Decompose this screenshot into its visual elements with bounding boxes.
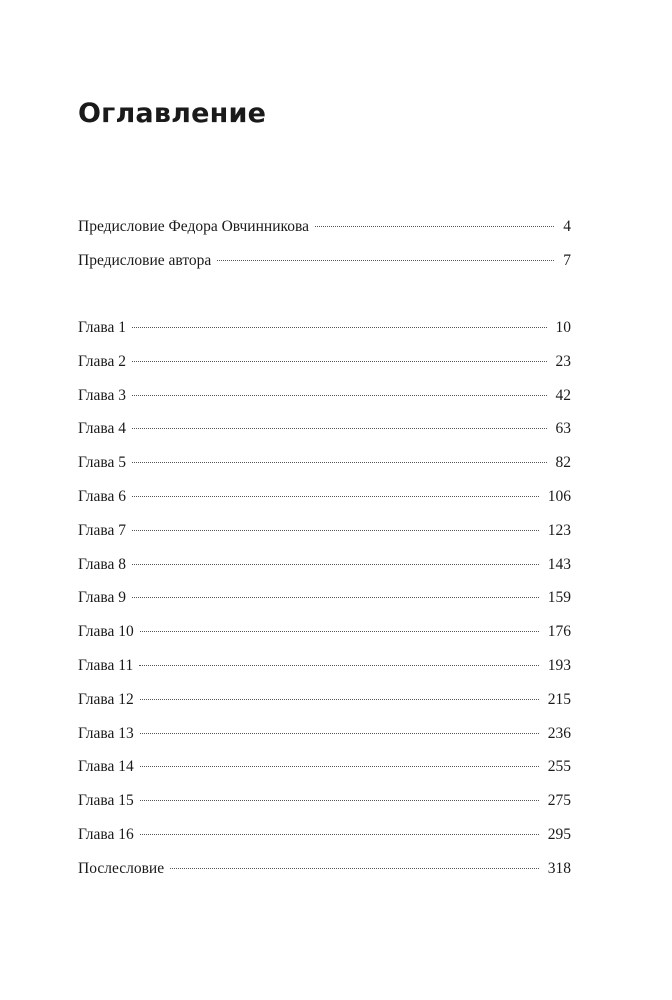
dot-leader [140, 834, 539, 835]
toc-entry[interactable] [78, 383, 571, 417]
toc-entry-label: Глава 5 [78, 454, 127, 472]
toc-entry[interactable] [78, 585, 571, 619]
toc-entry[interactable] [78, 721, 571, 755]
toc-entry-page: 143 [547, 555, 571, 573]
toc-entry-page: 4 [563, 218, 571, 235]
dot-leader [170, 868, 539, 869]
toc-entry-label: Глава 2 [78, 352, 127, 370]
toc-entry-label: Глава 13 [78, 724, 134, 742]
dot-leader [132, 327, 546, 328]
toc-entry-label: Глава 6 [78, 487, 127, 505]
toc-entry-label: Глава 9 [78, 589, 127, 607]
toc-entry-page: 123 [547, 521, 571, 539]
dot-leader [132, 597, 539, 598]
dot-leader [140, 733, 539, 734]
toc-entry-page: 7 [563, 251, 571, 269]
toc-entry-label: Глава 1 [78, 319, 127, 336]
toc-entry-page: 42 [555, 386, 571, 404]
toc-entry-page: 193 [547, 656, 571, 674]
toc-entry[interactable] [78, 754, 571, 788]
toc-entry-label: Предисловие Федора Овчинникова [78, 218, 309, 235]
toc-chapters [78, 315, 571, 890]
toc-entry[interactable] [78, 822, 571, 856]
page-title: Оглавление [78, 98, 267, 129]
dot-leader [132, 428, 546, 429]
toc-entry[interactable] [78, 619, 571, 653]
toc-entry-label: Глава 3 [78, 386, 127, 404]
dot-leader [132, 462, 546, 463]
toc-entry-page: 295 [547, 825, 571, 843]
dot-leader [217, 260, 554, 261]
toc-front-matter [78, 214, 571, 282]
dot-leader [139, 665, 539, 666]
toc-entry[interactable] [78, 552, 571, 586]
toc-entry-label: Глава 14 [78, 758, 134, 776]
toc-entry[interactable] [78, 687, 571, 721]
toc-entry-label: Глава 4 [78, 420, 127, 438]
toc-entry[interactable] [78, 518, 571, 552]
toc-entry-page: 10 [555, 319, 571, 336]
toc-entry-label: Глава 11 [78, 656, 134, 674]
toc-entry[interactable] [78, 788, 571, 822]
toc-entry[interactable] [78, 315, 571, 349]
toc-entry-label: Глава 7 [78, 521, 127, 539]
toc-entry-page: 82 [555, 454, 571, 472]
dot-leader [140, 631, 539, 632]
dot-leader [132, 530, 539, 531]
toc-entry-page: 255 [547, 758, 571, 776]
toc-entry-label: Глава 15 [78, 792, 134, 810]
toc-entry-page: 106 [547, 487, 571, 505]
toc-entry-page: 215 [547, 690, 571, 708]
toc-entry-page: 63 [555, 420, 571, 438]
dot-leader [132, 361, 546, 362]
toc-entry-page: 159 [547, 589, 571, 607]
toc-entry-page: 176 [547, 623, 571, 641]
dot-leader [140, 699, 539, 700]
toc-entry[interactable] [78, 450, 571, 484]
dot-leader [315, 226, 554, 227]
dot-leader [132, 395, 546, 396]
toc-entry-label: Предисловие автора [78, 251, 212, 269]
toc-entry-page: 23 [555, 352, 571, 370]
dot-leader [132, 496, 539, 497]
toc-entry-label: Глава 16 [78, 825, 134, 843]
toc-entry[interactable] [78, 349, 571, 383]
toc-entry[interactable] [78, 214, 571, 248]
toc-entry[interactable] [78, 416, 571, 450]
toc-entry-label: Послесловие [78, 859, 165, 877]
dot-leader [132, 564, 539, 565]
toc-entry-page: 275 [547, 792, 571, 810]
dot-leader [140, 766, 539, 767]
dot-leader [140, 800, 539, 801]
toc-entry-label: Глава 8 [78, 555, 127, 573]
toc-entry[interactable] [78, 856, 571, 890]
toc-entry-label: Глава 10 [78, 623, 134, 641]
toc-entry-label: Глава 12 [78, 690, 134, 708]
toc-entry[interactable] [78, 248, 571, 282]
toc-entry[interactable] [78, 484, 571, 518]
toc-entry[interactable] [78, 653, 571, 687]
toc-entry-page: 236 [547, 724, 571, 742]
toc-entry-page: 318 [547, 859, 571, 877]
